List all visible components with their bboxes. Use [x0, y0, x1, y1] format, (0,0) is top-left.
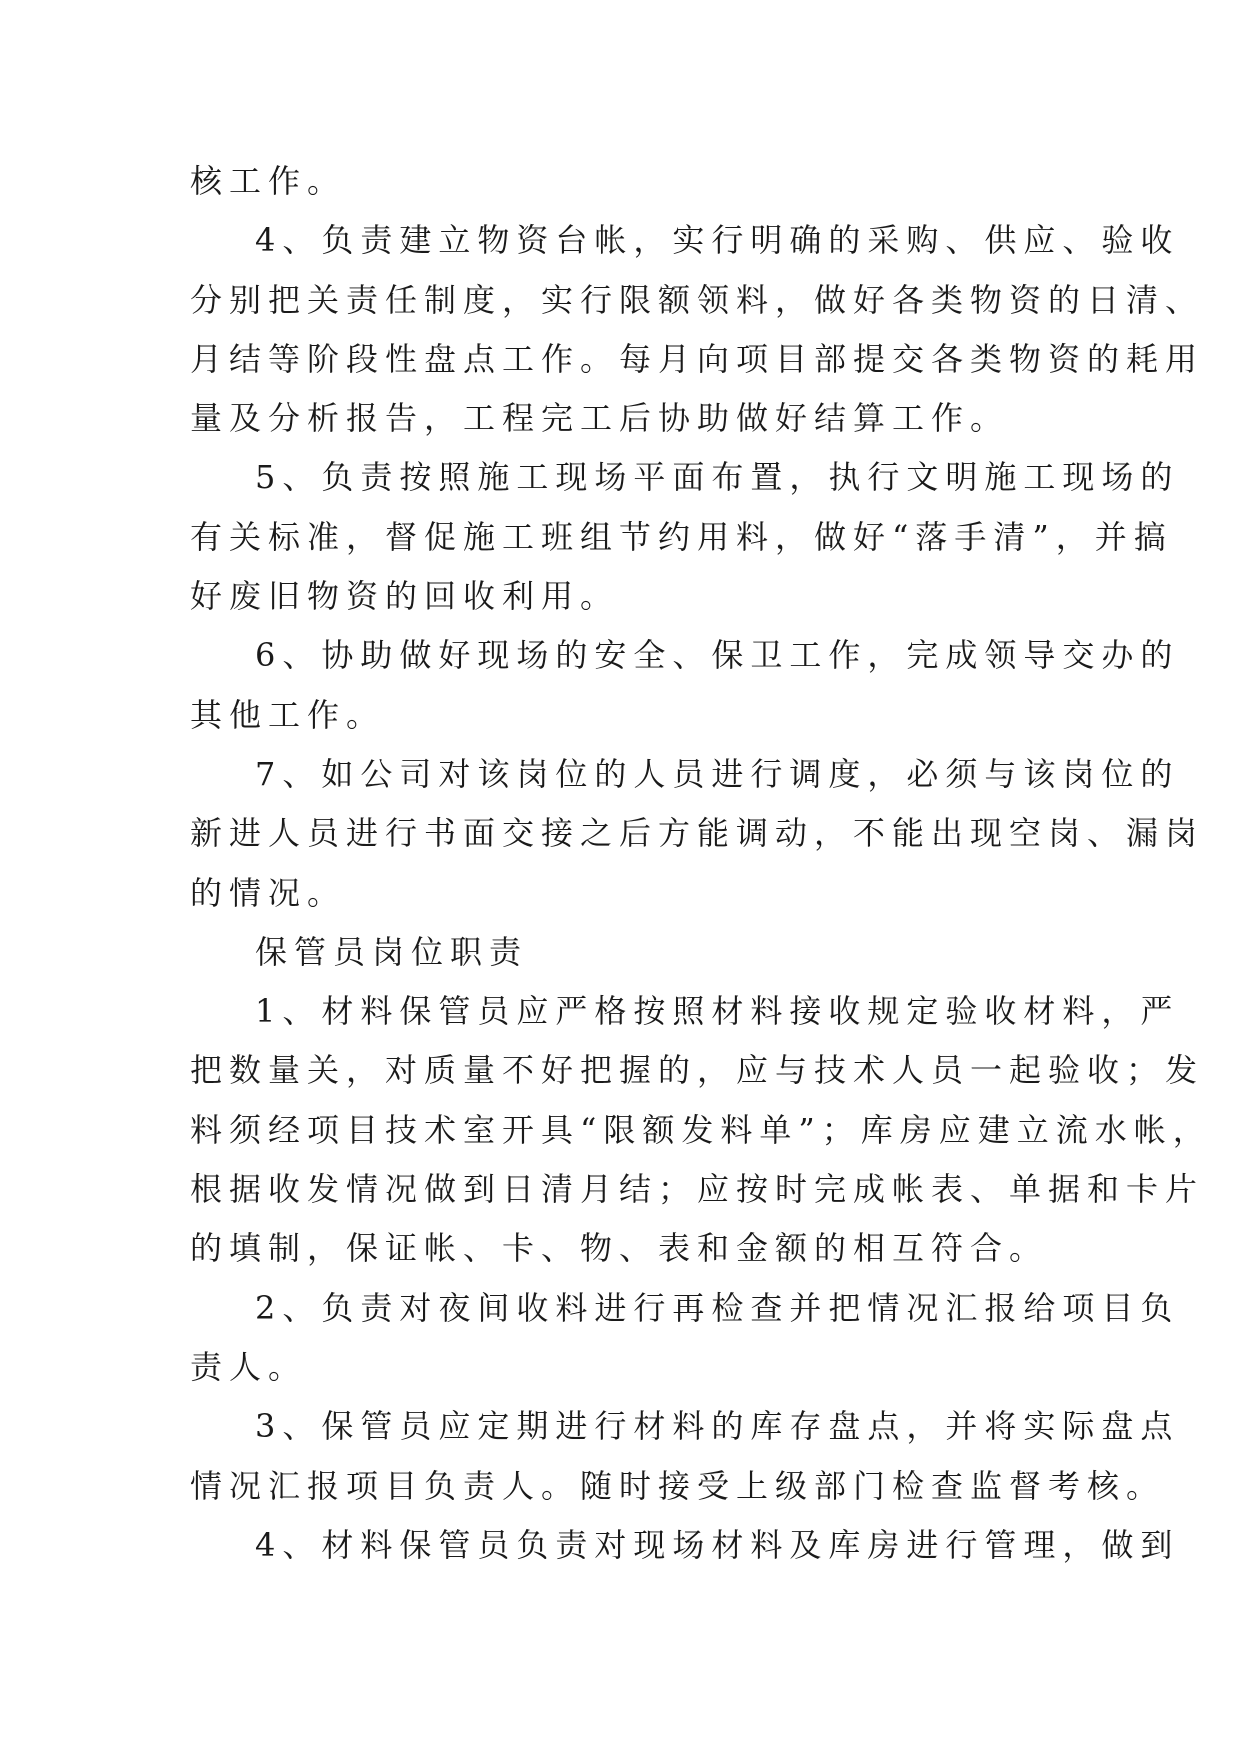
text-line: 分别把关责任制度，实行限额领料，做好各类物资的日清、 [190, 280, 1205, 319]
text-line: 新进人员进行书面交接之后方能调动，不能出现空岗、漏岗 [190, 814, 1205, 853]
text-line: 保管员岗位职责 [255, 932, 529, 971]
text-line: 把数量关，对质量不好把握的，应与技术人员一起验收；发 [190, 1051, 1205, 1090]
text-line: 责人。 [190, 1347, 308, 1386]
document-body [190, 152, 1212, 1575]
text-line: 好废旧物资的回收利用。 [190, 577, 620, 616]
text-line: 量及分析报告，工程完工后协助做好结算工作。 [190, 399, 1010, 438]
text-line: 情况汇报项目负责人。随时接受上级部门检查监督考核。 [190, 1466, 1166, 1505]
text-line: 3、保管员应定期进行材料的库存盘点，并将实际盘点 [255, 1407, 1180, 1446]
text-line: 月结等阶段性盘点工作。每月向项目部提交各类物资的耗用 [190, 339, 1205, 378]
text-line: 的情况。 [190, 873, 347, 912]
text-line: 7、如公司对该岗位的人员进行调度，必须与该岗位的 [255, 754, 1180, 793]
text-line: 4、负责建立物资台帐，实行明确的采购、供应、验收 [255, 221, 1180, 260]
text-line: 核工作。 [190, 162, 347, 200]
text-line: 1、材料保管员应严格按照材料接收规定验收材料，严 [255, 992, 1180, 1031]
text-line: 6、协助做好现场的安全、保卫工作，完成领导交办的 [255, 636, 1180, 675]
text-line: 2、负责对夜间收料进行再检查并把情况汇报给项目负 [255, 1288, 1180, 1327]
text-line: 其他工作。 [190, 695, 386, 734]
text-line: 根据收发情况做到日清月结；应按时完成帐表、单据和卡片 [190, 1170, 1205, 1209]
text-line: 料须经项目技术室开具“限额发料单”；库房应建立流水帐， [190, 1110, 1212, 1149]
text-line: 5、负责按照施工现场平面布置，执行文明施工现场的 [255, 458, 1180, 497]
text-line: 的填制，保证帐、卡、物、表和金额的相互符合。 [190, 1229, 1049, 1268]
text-line: 4、材料保管员负责对现场材料及库房进行管理，做到 [255, 1525, 1180, 1564]
text-line: 有关标准，督促施工班组节约用料，做好“落手清”，并搞 [190, 517, 1173, 556]
